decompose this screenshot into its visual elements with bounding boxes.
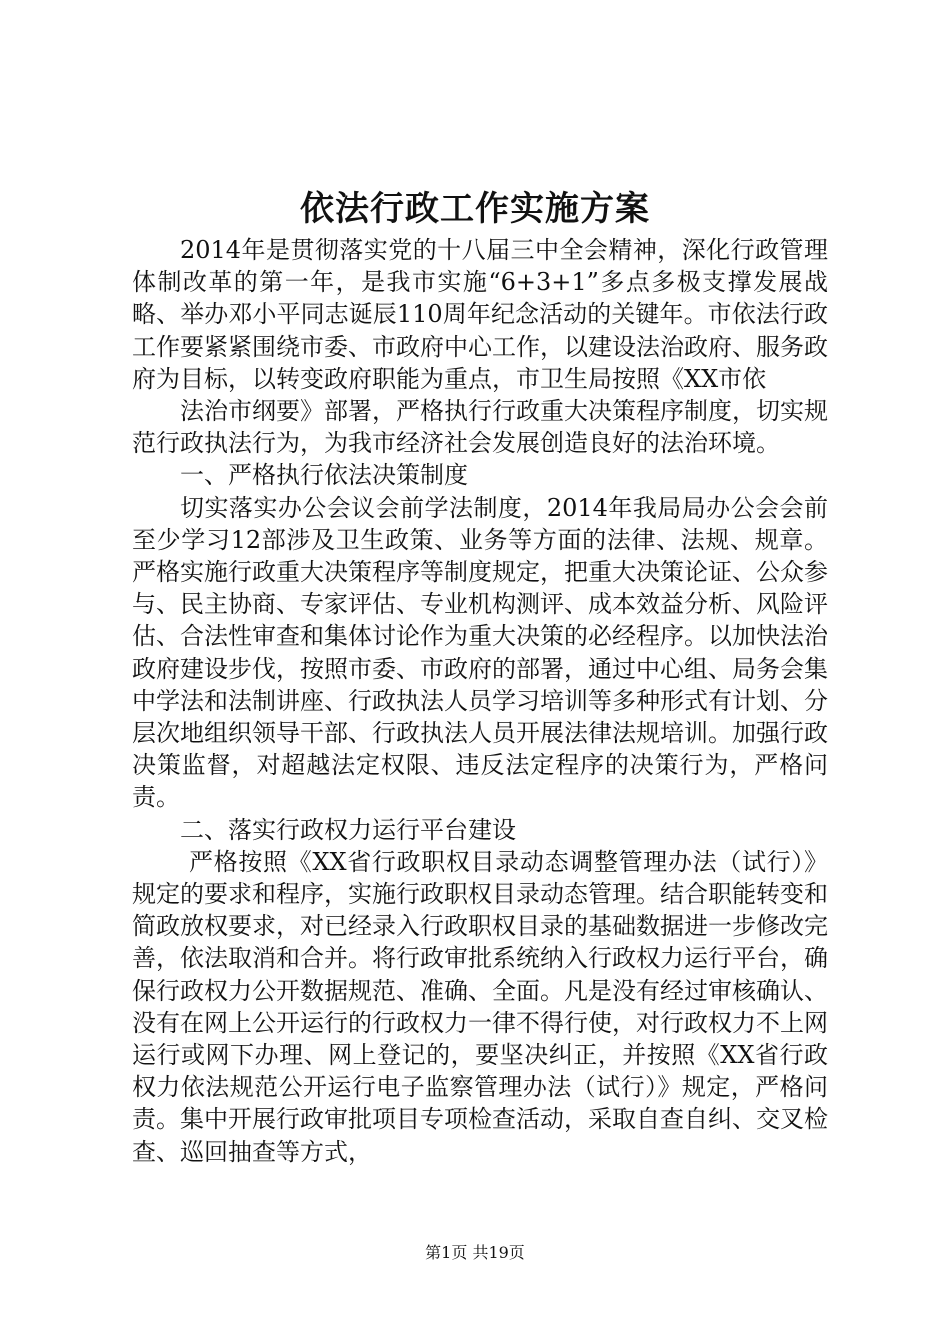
paragraph-section-1: 切实落实办公会议会前学法制度，2014年我局局办公会会前至少学习12部涉及卫生政策、业务等方面的法律、法规、规章。严格实施行政重大决策程序等制度规定，把重大决策论证、公众参与、民主协商、专家评估、专业机构测评、成本效益分析、风险评估、合法性审查和集体讨论作为重大决策的必经程序。以加快法治政府建设步伐，按照市委、市政府的部署，通过中心组、局务会集中学法和法制讲座、行政执法人员学习培训等多种形式有计划、分层次地组织领导干部、行政执法人员开展法律法规培训。加强行政决策监督，对超越法定权限、违反法定程序的决策行为，严格问责。 — [132, 493, 828, 812]
section-heading-2: 二、落实行政权力运行平台建设 — [180, 815, 516, 844]
paragraph-intro-continued: 法治市纲要》部署，严格执行行政重大决策程序制度，切实规范行政执法行为，为我市经济社会发展创造良好的法治环境。 — [132, 397, 828, 458]
document-body — [132, 234, 828, 1168]
paragraph-intro: 2014年是贯彻落实党的十八届三中全会精神，深化行政管理体制改革的第一年，是我市实施“6+3+1”多点多极支撑发展战略、举办邓小平同志诞辰110周年纪念活动的关键年。市依法行政工作要紧紧围绕市委、市政府中心工作，以建设法治政府、服务政府为目标，以转变政府职能为重点，市卫生局按照《XX市依 — [132, 236, 828, 393]
page-footer: 第1页 共19页 — [425, 1243, 525, 1262]
section-heading-1: 一、严格执行依法决策制度 — [180, 461, 468, 490]
document-title: 依法行政工作实施方案 — [300, 189, 650, 229]
paragraph-section-2: 严格按照《XX省行政职权目录动态调整管理办法（试行）》规定的要求和程序，实施行政职权目录动态管理。结合职能转变和简政放权要求，对已经录入行政职权目录的基础数据进一步修改完善，依法取消和合并。将行政审批系统纳入行政权力运行平台，确保行政权力公开数据规范、准确、全面。凡是没有经过审核确认、没有在网上公开运行的行政权力一律不得行使，对行政权力不上网运行或网下办理、网上登记的，要坚决纠正，并按照《XX省行政权力依法规范公开运行电子监察管理办法（试行）》规定，严格问责。集中开展行政审批项目专项检查活动，采取自查自纠、交叉检查、巡回抽查等方式， — [132, 847, 828, 1166]
